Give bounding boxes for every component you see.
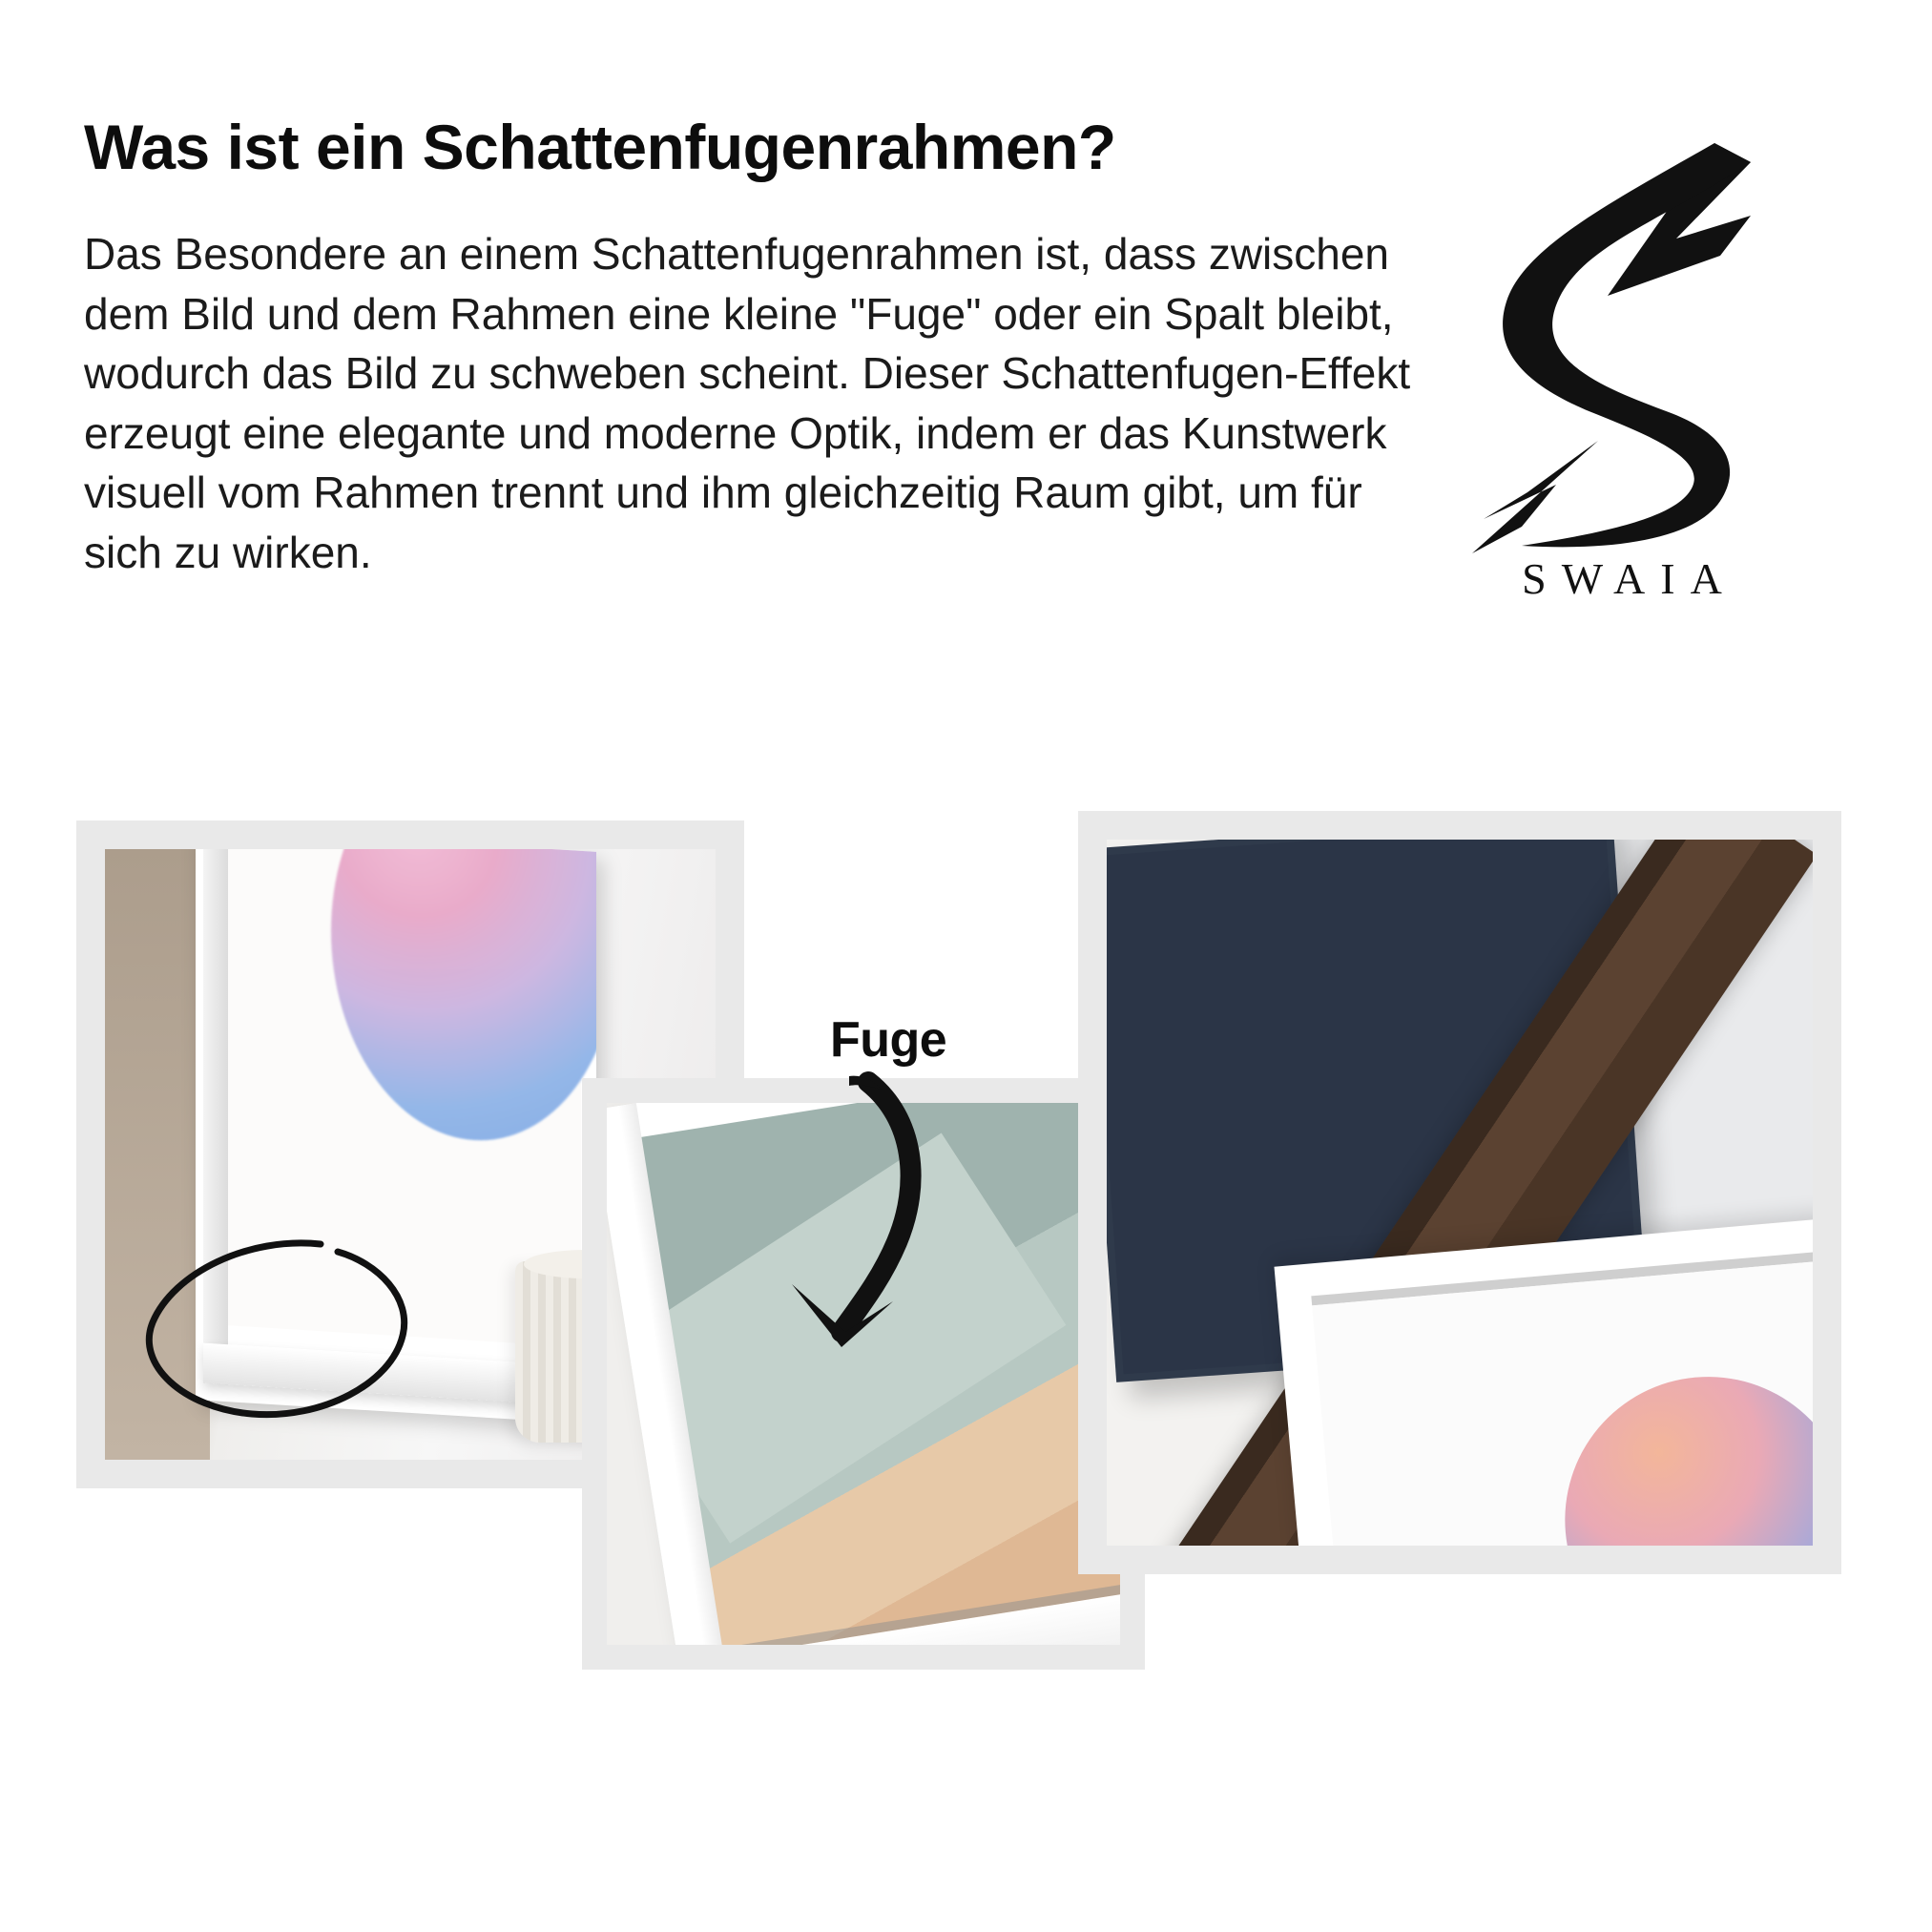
white-frame-corner — [1274, 1215, 1813, 1546]
photo-navy-and-walnut-frame-detail — [1107, 840, 1813, 1546]
photo-card-white-frame-corner — [582, 1078, 1145, 1670]
photo-card-navy-walnut-detail — [1078, 811, 1841, 1574]
artwork-abstract-shapes — [639, 1103, 1120, 1645]
brand-logo — [1465, 134, 1789, 620]
poster-gradient-blob — [331, 849, 596, 1149]
photo-background-wall — [105, 849, 210, 1460]
fuge-annotation-label: Fuge — [830, 1012, 947, 1068]
artwork-gradient-blob — [1553, 1365, 1813, 1546]
photo-collage — [0, 725, 1932, 1932]
page-title: Was ist ein Schattenfugenrahmen? — [84, 112, 1116, 182]
photo-white-frame-corner-pastel-art — [607, 1103, 1120, 1645]
frame-left-rail — [203, 849, 228, 1384]
swaia-s-monogram-icon — [1465, 134, 1779, 553]
brand-wordmark: SWAIA — [1522, 554, 1737, 603]
header-section — [0, 0, 1932, 725]
artwork-face — [1312, 1257, 1813, 1546]
photo-frame-corner — [607, 1103, 1120, 1645]
intro-paragraph: Das Besondere an einem Schattenfugenrahmen ist, dass zwischen dem Bild und dem Rahmen eine kleine "Fuge" oder ein Spalt bleibt, wodurch das Bild zu schweben scheint. Dieser Schattenfugen-Effekt erzeugt eine elegante und moderne Optik, indem er das Kunstwerk visuell vom Rahmen trennt und ihm gleichzeitig Raum gibt, um für sich zu wirken. — [84, 229, 1411, 577]
